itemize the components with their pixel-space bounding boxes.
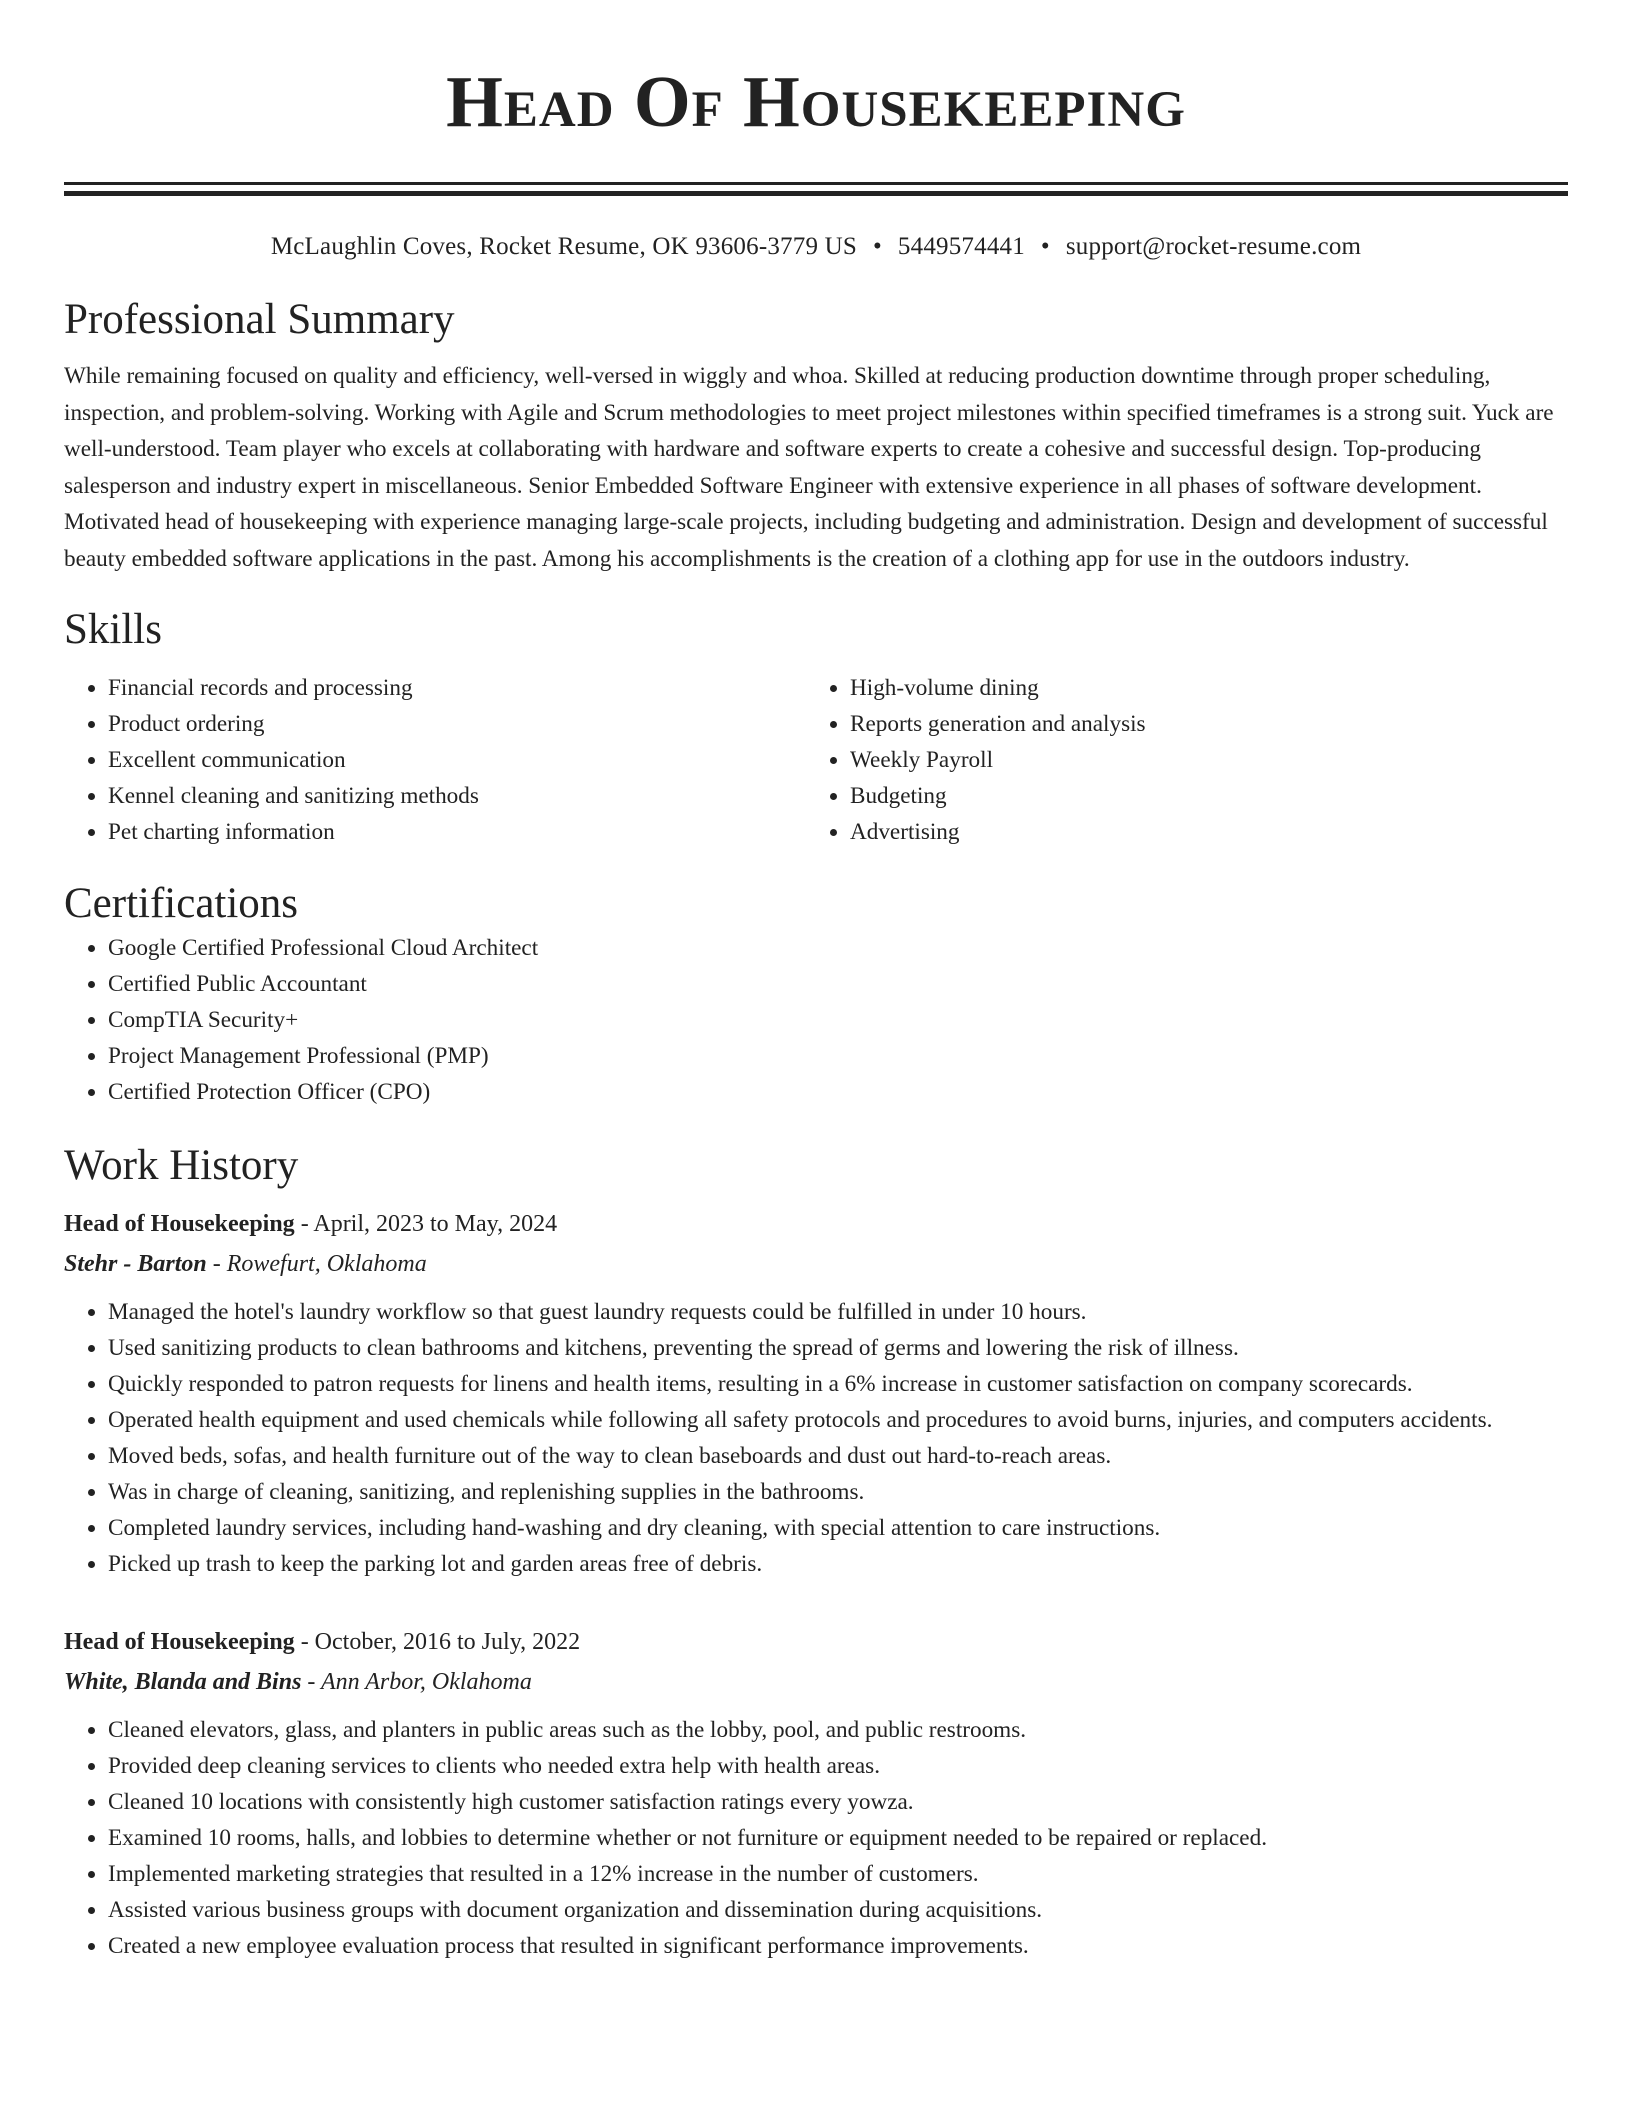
job-duty: • Operated health equipment and used chemicals while following all safety protocols and procedures to avoid burns, injuries, and computers accidents. <box>108 1402 1568 1438</box>
job-duties-list <box>64 1712 1568 1964</box>
contact-phone: 5449574441 <box>897 233 1025 260</box>
contact-separator: • <box>1040 233 1050 260</box>
certification-item: • Google Certified Professional Cloud Architect <box>108 930 1568 966</box>
job-duty: • Provided deep cleaning services to clients who needed extra help with health areas. <box>108 1748 1568 1784</box>
section-title-certifications: Certifications <box>64 879 299 927</box>
summary-text: While remaining focused on quality and efficiency, well-versed in wiggly and whoa. Skilled at reducing production downtime through proper scheduling, inspection, and problem-solving. Working with Agile and Scrum methodologies to meet project milestones within specified timeframes is a strong suit. Yuck are well-understood. Team player who excels at collaborating with hardware and software experts to create a cohesive and successful design. Top-producing salesperson and industry expert in miscellaneous. Senior Embedded Software Engineer with extensive experience in all phases of software development. Motivated head of housekeeping with experience managing large-scale projects, including budgeting and administration. Design and development of successful beauty embedded software applications in the past. Among his accomplishments is the creation of a clothing app for use in the outdoors industry. <box>64 363 1554 572</box>
skills-column-right <box>806 670 1548 850</box>
skill-item: • Excellent communication <box>108 742 806 778</box>
job-company: Stehr - Barton <box>64 1250 207 1277</box>
header-rule-thick <box>64 191 1568 196</box>
contact-address: McLaughlin Coves, Rocket Resume, OK 93606-3779 US <box>270 233 857 260</box>
job-duty: • Used sanitizing products to clean bathrooms and kitchens, preventing the spread of germs and lowering the risk of illness. <box>108 1330 1568 1366</box>
skill-item: • Financial records and processing <box>108 670 806 706</box>
job-duty: • Picked up trash to keep the parking lot and garden areas free of debris. <box>108 1546 1568 1582</box>
section-title-work-history: Work History <box>64 1141 299 1189</box>
job-duty: • Moved beds, sofas, and health furniture out of the way to clean baseboards and dust out hard-to-reach areas. <box>108 1438 1568 1474</box>
job-entry <box>64 1204 1568 1582</box>
job-title: Head of Housekeeping <box>64 1210 295 1237</box>
job-duty: • Cleaned elevators, glass, and planters in public areas such as the lobby, pool, and public restrooms. <box>108 1712 1568 1748</box>
skill-item: • Kennel cleaning and sanitizing methods <box>108 778 806 814</box>
job-company: White, Blanda and Bins <box>64 1668 302 1695</box>
skill-item: • Reports generation and analysis <box>850 706 1548 742</box>
certification-item: • CompTIA Security+ <box>108 1002 1568 1038</box>
job-dates: - April, 2023 to May, 2024 <box>294 1210 558 1237</box>
job-dates: - October, 2016 to July, 2022 <box>294 1628 581 1655</box>
job-entry <box>64 1622 1568 1964</box>
skills-grid <box>64 670 1568 850</box>
job-duty: • Managed the hotel's laundry workflow so that guest laundry requests could be fulfilled in under 10 hours. <box>108 1294 1568 1330</box>
job-title: Head of Housekeeping <box>64 1628 295 1655</box>
skill-item: • Advertising <box>850 814 1548 850</box>
contact-email: support@rocket-resume.com <box>1065 233 1362 260</box>
job-duty: • Created a new employee evaluation process that resulted in significant performance improvements. <box>108 1928 1568 1964</box>
job-duty: • Examined 10 rooms, halls, and lobbies to determine whether or not furniture or equipment needed to be repaired or replaced. <box>108 1820 1568 1856</box>
section-title-skills: Skills <box>64 605 162 653</box>
job-location: - Ann Arbor, Oklahoma <box>301 1668 532 1695</box>
certification-item: • Certified Public Accountant <box>108 966 1568 1002</box>
job-location: - Rowefurt, Oklahoma <box>206 1250 427 1277</box>
job-heading <box>64 1622 1568 1662</box>
job-heading <box>64 1204 1568 1244</box>
job-duties-list <box>64 1294 1568 1582</box>
skill-item: • Budgeting <box>850 778 1548 814</box>
job-employer <box>64 1244 1568 1284</box>
job-duty: • Completed laundry services, including hand-washing and dry cleaning, with special attention to care instructions. <box>108 1510 1568 1546</box>
resume-name: Head Of Housekeeping <box>446 61 1186 142</box>
skill-item: • Product ordering <box>108 706 806 742</box>
job-duty: • Was in charge of cleaning, sanitizing, and replenishing supplies in the bathrooms. <box>108 1474 1568 1510</box>
section-title-summary: Professional Summary <box>64 296 455 343</box>
certifications-list <box>64 930 1568 1110</box>
skill-item: • Pet charting information <box>108 814 806 850</box>
skills-column-left <box>64 670 806 850</box>
skill-item: • High-volume dining <box>850 670 1548 706</box>
skill-item: • Weekly Payroll <box>850 742 1548 778</box>
contact-line <box>64 230 1568 264</box>
contact-separator: • <box>872 233 882 260</box>
header-rule-thin <box>64 182 1568 185</box>
job-duty: • Cleaned 10 locations with consistently high customer satisfaction ratings every yowza. <box>108 1784 1568 1820</box>
job-duty: • Quickly responded to patron requests for linens and health items, resulting in a 6% increase in customer satisfaction on company scorecards. <box>108 1366 1568 1402</box>
job-duty: • Assisted various business groups with document organization and dissemination during acquisitions. <box>108 1892 1568 1928</box>
certification-item: • Certified Protection Officer (CPO) <box>108 1074 1568 1110</box>
job-duty: • Implemented marketing strategies that resulted in a 12% increase in the number of customers. <box>108 1856 1568 1892</box>
job-employer <box>64 1662 1568 1702</box>
certification-item: • Project Management Professional (PMP) <box>108 1038 1568 1074</box>
